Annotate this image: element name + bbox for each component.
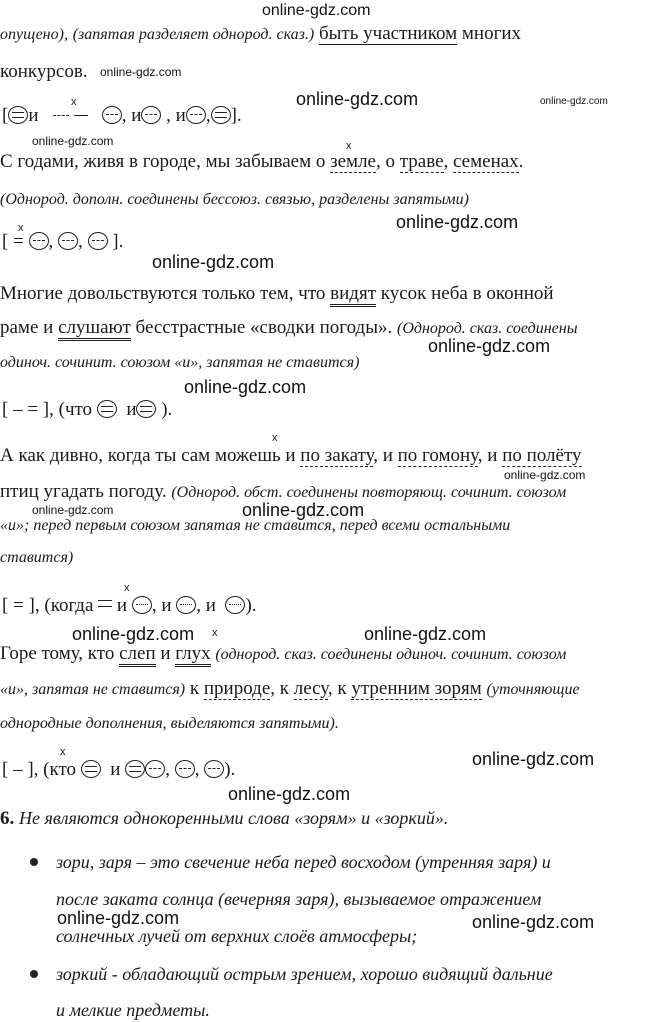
watermark: online-gdz.com bbox=[242, 500, 365, 520]
sentence-scheme: [ и , и , и , ]. bbox=[2, 105, 242, 126]
list-item-line: зори, заря – это свечение неба перед восходом (утренняя заря) и bbox=[56, 852, 551, 872]
text-line: птиц угадать погоду. (Однород. обст. соединены повторяющ. сочинит. союзом bbox=[0, 481, 567, 502]
text-line: «и»; перед первым союзом запятая не ставится, перед всеми остальными bbox=[0, 517, 511, 534]
watermark: online-gdz.com bbox=[262, 2, 371, 19]
watermark: online-gdz.com bbox=[152, 252, 275, 272]
watermark: online-gdz.com bbox=[100, 65, 182, 79]
text-line: (Однород. дополн. соединены бессоюз. связью, разделены запятыми) bbox=[0, 191, 469, 208]
list-item-line: после заката солнца (вечерняя заря), вызываемое отражением bbox=[56, 889, 542, 909]
text-line: однородные дополнения, выделяются запятыми). bbox=[0, 715, 339, 732]
x-mark: x bbox=[71, 96, 77, 108]
list-item-line: зоркий - обладающий острым зрением, хорошо видящий дальние bbox=[56, 964, 553, 984]
list-item-line: и мелкие предметы. bbox=[56, 1000, 210, 1020]
watermark: online-gdz.com bbox=[32, 503, 114, 517]
watermark: online-gdz.com bbox=[57, 908, 180, 928]
x-mark: x bbox=[124, 582, 130, 594]
x-mark: x bbox=[272, 432, 278, 444]
watermark: online-gdz.com bbox=[540, 96, 608, 107]
x-mark: x bbox=[60, 746, 66, 758]
task-heading: 6. Не являются однокоренными слова «зорям» и «зоркий». bbox=[0, 808, 449, 829]
sentence-scheme: [ – = ], (что и ). bbox=[2, 399, 173, 420]
text-line: конкурсов. bbox=[0, 61, 88, 82]
list-item-line: солнечных лучей от верхних слоёв атмосферы; bbox=[56, 926, 418, 946]
watermark: online-gdz.com bbox=[228, 784, 351, 804]
watermark: online-gdz.com bbox=[364, 624, 487, 644]
sentence-scheme: [ = ], (когда и , и , и ). bbox=[2, 595, 257, 616]
bullet-icon bbox=[30, 858, 38, 866]
text-line: ставится) bbox=[0, 549, 74, 566]
watermark: online-gdz.com bbox=[72, 624, 195, 644]
text-line: Многие довольствуются только тем, что видят кусок неба в оконной bbox=[0, 282, 554, 306]
text-line: С годами, живя в городе, мы забываем о земле, о траве, семенах. bbox=[0, 151, 524, 172]
watermark: online-gdz.com bbox=[396, 212, 519, 232]
text-line: Горе тому, кто слеп и глух (однород. сказ. соединены одиноч. сочинит. союзом bbox=[0, 642, 566, 667]
x-mark: x bbox=[18, 222, 24, 234]
x-mark: x bbox=[212, 627, 218, 639]
watermark: online-gdz.com bbox=[428, 336, 551, 356]
watermark: online-gdz.com bbox=[296, 89, 419, 109]
text-line: А как дивно, когда ты сам можешь и по закату, и по гомону, и по полёту bbox=[0, 445, 582, 466]
sentence-scheme: [ = , , ]. bbox=[2, 231, 124, 252]
watermark: online-gdz.com bbox=[504, 468, 586, 482]
text-line: «и», запятая не ставится) к природе, к лесу, к утренним зорям (уточняющие bbox=[0, 678, 580, 699]
watermark: online-gdz.com bbox=[472, 912, 595, 932]
sentence-scheme: [ – ], (кто и , , ). bbox=[2, 759, 236, 780]
x-mark: x bbox=[346, 140, 352, 152]
bullet-icon bbox=[30, 970, 38, 978]
watermark: online-gdz.com bbox=[184, 377, 307, 397]
text-line: раме и слушают бесстрастные «сводки погоды». (Однород. сказ. соединены bbox=[0, 316, 578, 341]
text-line: одиноч. сочинит. союзом «и», запятая не ставится) bbox=[0, 354, 360, 371]
watermark: online-gdz.com bbox=[32, 134, 114, 148]
text-line: опущено), (запятая разделяет однород. сказ.) быть участником многих bbox=[0, 23, 522, 44]
watermark: online-gdz.com bbox=[472, 749, 595, 769]
